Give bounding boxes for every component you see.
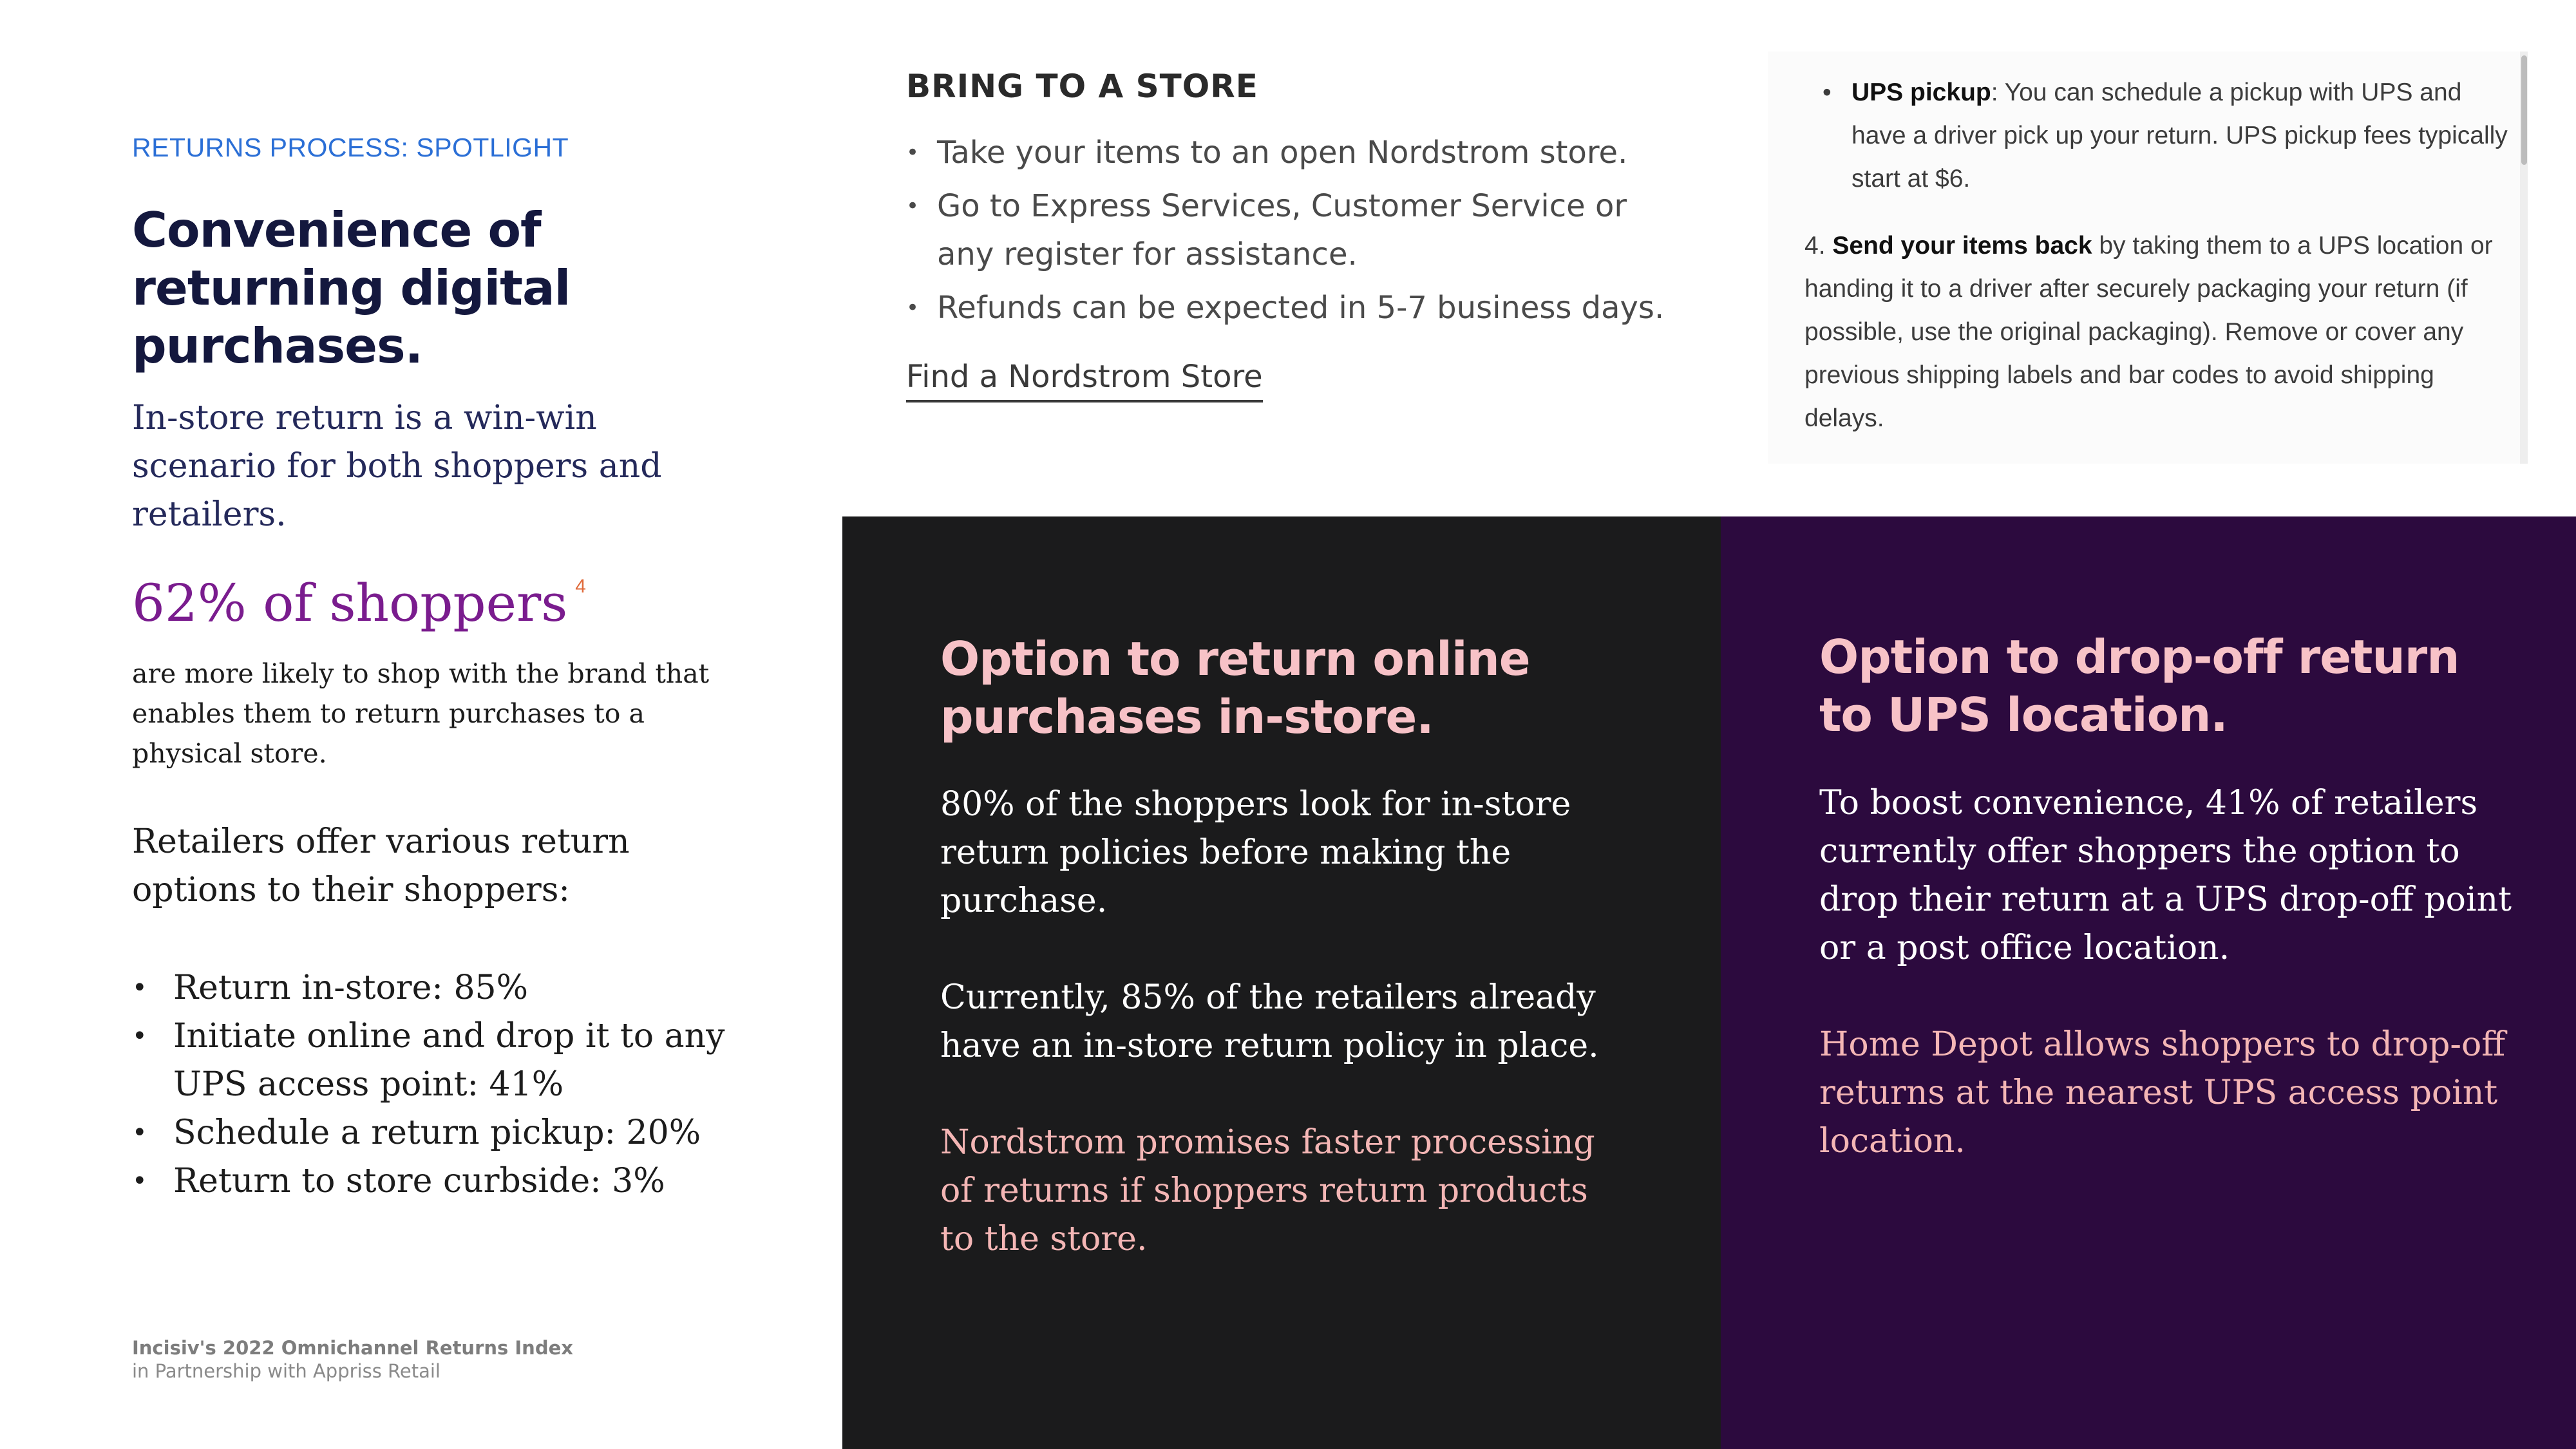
list-item: • Return to store curbside: 3% xyxy=(132,1157,750,1206)
source-footer xyxy=(132,1336,573,1383)
list-item: • Take your items to an open Nordstrom store. xyxy=(906,129,1692,177)
stat-footnote: 4 xyxy=(575,576,586,597)
bullet-icon: • xyxy=(132,1118,147,1148)
list-item: • Initiate online and drop it to any UPS access point: 41% xyxy=(132,1012,750,1109)
list-item: • Go to Express Services, Customer Service or any register for assistance. xyxy=(906,182,1692,279)
bullet-icon: • xyxy=(132,1021,147,1051)
nordstrom-steps xyxy=(906,129,1692,337)
return-options-list xyxy=(132,964,750,1206)
nordstrom-heading: BRING TO A STORE xyxy=(906,68,1258,105)
footer-line: Incisiv's 2022 Omnichannel Returns Index xyxy=(132,1337,573,1359)
find-store-link[interactable]: Find a Nordstrom Store xyxy=(906,357,1263,402)
panel-heading: Option to drop-off return to UPS location. xyxy=(1819,630,2459,742)
bullet-icon: • xyxy=(906,295,920,321)
panel-paragraph-highlight: Home Depot allows shoppers to drop-off returns at the nearest UPS access point location. xyxy=(1819,1025,2506,1160)
panel-paragraph-highlight: Nordstrom promises faster processing of returns if shoppers return products to the store. xyxy=(940,1123,1595,1258)
panel-instore-return xyxy=(842,516,1721,1449)
ups-send-step: 4. Send your items back by taking them to a UPS location or handing it to a driver after securely packaging your return (if possible, use the original packaging). Remove or cover any previous shipping labels and bar codes to avoid shipping delays. xyxy=(1804,232,2493,432)
scrollbar-thumb[interactable] xyxy=(2521,55,2527,165)
ups-pickup-item: • UPS pickup: You can schedule a pickup with UPS and have a driver pick up your return. UPS pickup fees typically start at $6. xyxy=(1823,71,2521,200)
page-title xyxy=(132,201,712,375)
stat-description: are more likely to shop with the brand that enables them to return purchases to a physical store. xyxy=(132,658,710,769)
options-intro: Retailers offer various return options to their shoppers: xyxy=(132,822,630,909)
panel-body xyxy=(1819,779,2515,1214)
list-item: • Schedule a return pickup: 20% xyxy=(132,1109,750,1157)
title-line: Convenience of xyxy=(132,202,541,258)
panel-heading: Option to return online purchases in-store. xyxy=(940,632,1530,744)
panel-paragraph: 80% of the shoppers look for in-store return policies before making the purchase. xyxy=(940,785,1571,920)
footer-line: in Partnership with Appriss Retail xyxy=(132,1360,440,1382)
stat-value: 62% of shoppers xyxy=(132,573,568,633)
panel-paragraph: To boost convenience, 41% of retailers currently offer shoppers the option to drop their return at a UPS drop-off point or a post office location. xyxy=(1819,784,2512,967)
list-item: • Return in-store: 85% xyxy=(132,964,750,1012)
title-line: returning digital xyxy=(132,260,571,316)
bullet-icon: • xyxy=(906,193,920,219)
bullet-icon: • xyxy=(1823,79,1832,106)
subtitle: In-store return is a win-win scenario for both shoppers and retailers. xyxy=(132,399,662,534)
panel-body xyxy=(940,781,1623,1312)
scrollbar-track[interactable] xyxy=(2520,52,2528,464)
section-eyebrow: RETURNS PROCESS: SPOTLIGHT xyxy=(132,133,569,162)
ups-screenshot xyxy=(1768,52,2528,464)
bullet-icon: • xyxy=(906,140,920,166)
title-line: purchases. xyxy=(132,317,423,374)
bullet-icon: • xyxy=(132,973,147,1003)
panel-ups-dropoff xyxy=(1721,516,2576,1449)
nordstrom-screenshot xyxy=(898,61,1703,422)
bullet-icon: • xyxy=(132,1166,147,1196)
panel-paragraph: Currently, 85% of the retailers already have an in-store return policy in place. xyxy=(940,978,1599,1065)
stat-highlight xyxy=(132,573,586,633)
list-item: • Refunds can be expected in 5-7 business days. xyxy=(906,284,1692,332)
